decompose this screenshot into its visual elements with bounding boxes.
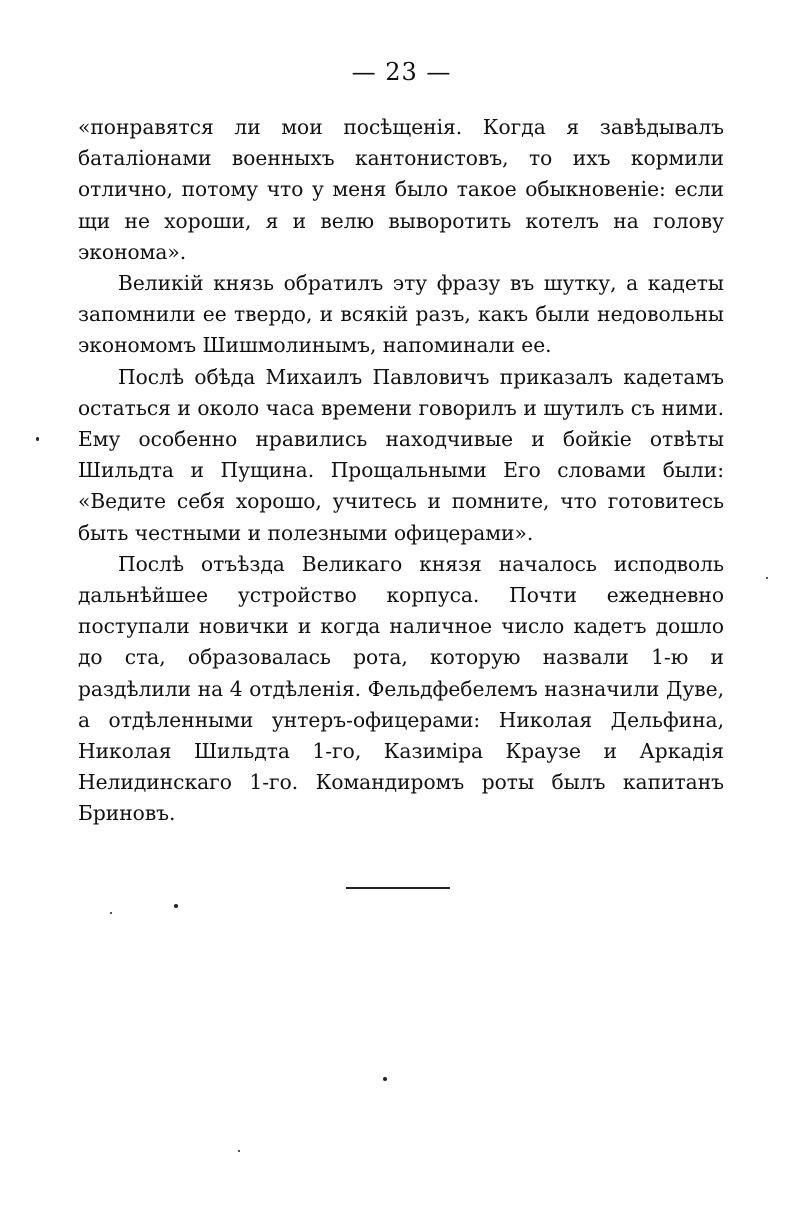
body-text bbox=[78, 112, 724, 830]
print-speck bbox=[766, 577, 768, 579]
print-speck bbox=[174, 904, 178, 908]
section-divider bbox=[346, 887, 450, 889]
paragraph-4: Послѣ отъѣзда Великаго князя началось исподволь дальнѣйшее устройство корпуса. Почти ежедневно поступали новички и когда наличное число кадетъ дошло до ста, образовалась рота, которую назвали 1-ю и раздѣлили на 4 отдѣленія. Фельдфебелемъ назначили Дуве, а отдѣленными унтеръ-офицерами: Николая Дельфина, Николая Шильдта 1-го, Казиміра Краузе и Аркадія Нелидинскаго 1-го. Командиромъ роты былъ капитанъ Бриновъ. bbox=[78, 551, 724, 826]
print-speck bbox=[383, 1077, 387, 1081]
print-speck bbox=[110, 912, 112, 914]
paragraph-2: Великій князь обратилъ эту фразу въ шутку, а кадеты запомнили ее твердо, и всякій разъ, какъ были недовольны экономомъ Шишмолинымъ, напоминали ее. bbox=[78, 271, 724, 358]
page-number: — 23 — bbox=[351, 58, 452, 86]
print-speck bbox=[238, 1150, 240, 1152]
paragraph-1: «понравятся ли мои посѣщенія. Когда я завѣдывалъ баталіонами военныхъ кантонистовъ, то ихъ кормили отлично, потому что у меня было такое обыкновеніе: если щи не хороши, я и велю выворотить котелъ на голову эконома». bbox=[78, 115, 724, 264]
paragraph-3: Послѣ обѣда Михаилъ Павловичъ приказалъ кадетамъ остаться и около часа времени говорилъ и шутилъ съ ними. Ему особенно нравились находчивые и бойкіе отвѣты Шильдта и Пущина. Прощальными Его словами были: «Ведите себя хорошо, учитесь и помните, что готовитесь быть честными и полезными офицерами». bbox=[78, 364, 724, 545]
print-speck bbox=[36, 437, 39, 441]
